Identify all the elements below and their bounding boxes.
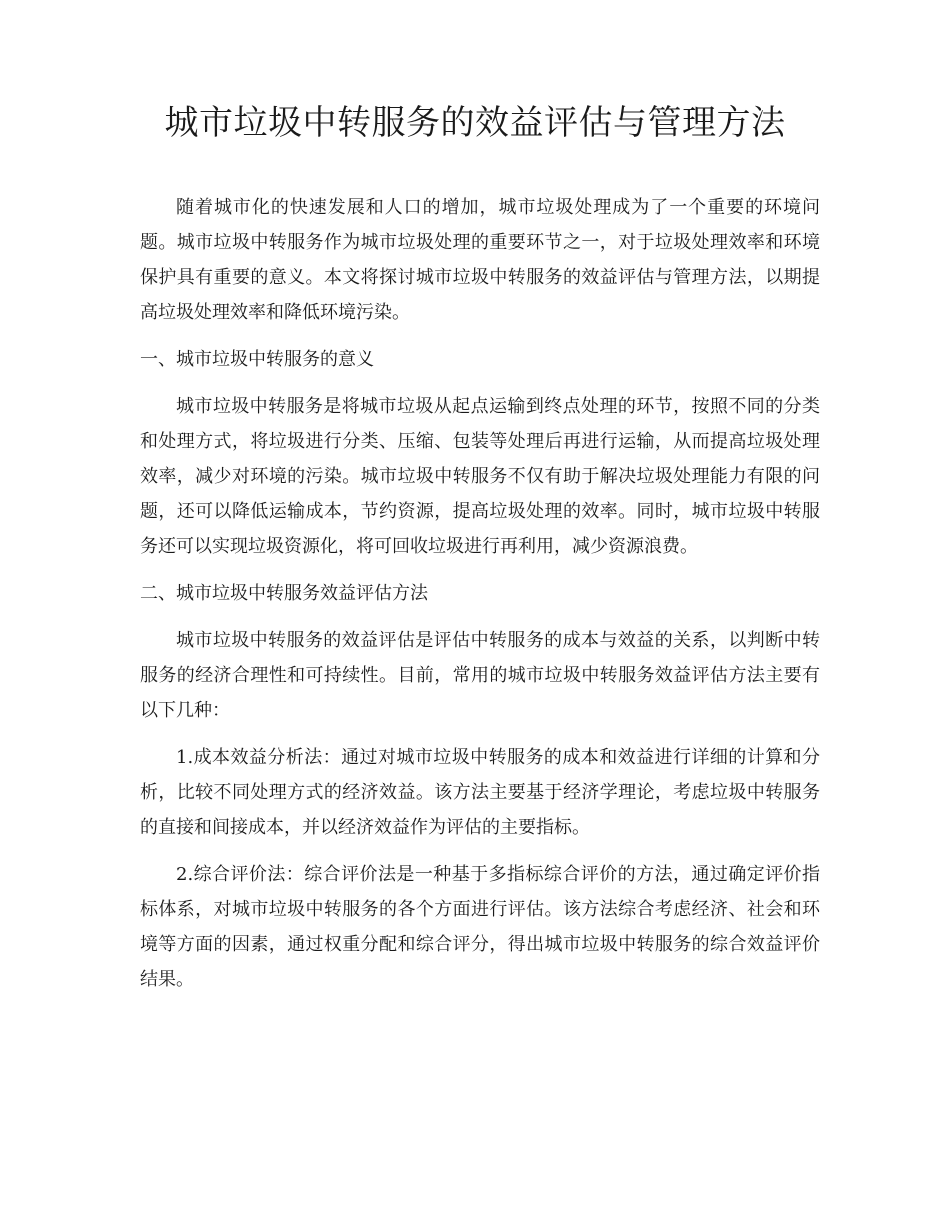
paragraph-evaluation-intro: 城市垃圾中转服务的效益评估是评估中转服务的成本与效益的关系，以判断中转服务的经济合理性和可持续性。目前，常用的城市垃圾中转服务效益评估方法主要有以下几种： xyxy=(140,630,820,721)
document-body xyxy=(140,190,820,1009)
document-title: 城市垃圾中转服务的效益评估与管理方法 xyxy=(164,103,786,143)
section-heading-2: 二、城市垃圾中转服务效益评估方法 xyxy=(140,583,428,604)
paragraph-method-1: 1.成本效益分析法：通过对城市垃圾中转服务的成本和效益进行详细的计算和分析，比较不同处理方式的经济效益。该方法主要基于经济学理论，考虑垃圾中转服务的直接和间接成本，并以经济效益作为评估的主要指标。 xyxy=(140,747,820,838)
paragraph-method-2: 2.综合评价法：综合评价法是一种基于多指标综合评价的方法，通过确定评价指标体系，对城市垃圾中转服务的各个方面进行评估。该方法综合考虑经济、社会和环境等方面的因素，通过权重分配和综合评分，得出城市垃圾中转服务的综合效益评价结果。 xyxy=(140,864,820,990)
paragraph-significance: 城市垃圾中转服务是将城市垃圾从起点运输到终点处理的环节，按照不同的分类和处理方式，将垃圾进行分类、压缩、包装等处理后再进行运输，从而提高垃圾处理效率，减少对环境的污染。城市垃圾中转服务不仅有助于解决垃圾处理能力有限的问题，还可以降低运输成本，节约资源，提高垃圾处理的效率。同时，城市垃圾中转服务还可以实现垃圾资源化，将可回收垃圾进行再利用，减少资源浪费。 xyxy=(140,396,820,557)
paragraph-intro: 随着城市化的快速发展和人口的增加，城市垃圾处理成为了一个重要的环境问题。城市垃圾中转服务作为城市垃圾处理的重要环节之一，对于垃圾处理效率和环境保护具有重要的意义。本文将探讨城市垃圾中转服务的效益评估与管理方法，以期提高垃圾处理效率和降低环境污染。 xyxy=(140,197,820,323)
section-heading-1: 一、城市垃圾中转服务的意义 xyxy=(140,349,374,370)
